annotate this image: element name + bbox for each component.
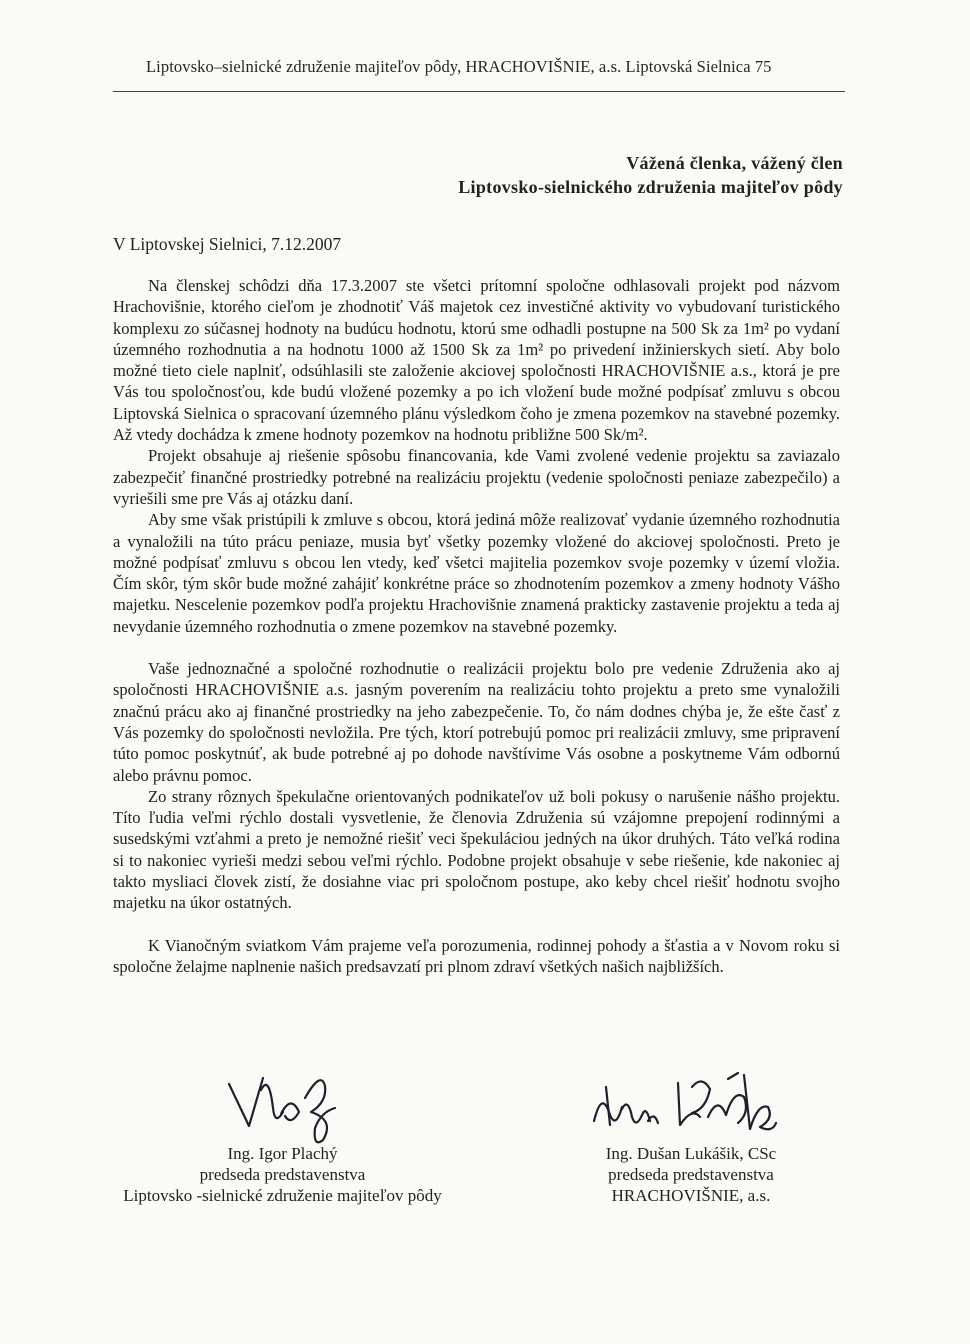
paragraph-5: Zo strany rôznych špekulačne orientovaných podnikateľov už boli pokusy o narušenie nášho projektu. Títo ľudia veľmi rýchlo dostali vysvetlenie, že členovia Združenia sú vzájomne prepojení rodinnými a susedskými vzťahmi a preto je nemožné riešiť veci špekuláciou jedných na úkor druhých. Táto veľká rodina si to nakoniec vyrieši medzi sebou veľmi rýchlo. Podobne projekt obsahuje v sebe riešenie, kde nakoniec aj takto mysliaci človek zistí, že dosiahne viac pri spoločnom postupe, ako keby chcel riešiť hodnotu svojho majetku na úkor ostatných.	[113, 786, 840, 913]
addressee-block	[458, 151, 843, 199]
signatory-name: Ing. Dušan Lukášik, CSc	[605, 1144, 777, 1163]
signatory-name: Ing. Igor Plachý	[227, 1144, 338, 1163]
paragraph-4: Vaše jednoznačné a spoločné rozhodnutie o realizácii projektu bolo pre vedenie Združenia ako aj spoločnosti HRACHOVIŠNIE a.s. jasným poverením na realizáciu tohto projektu a preto sme vynaložili značnú prácu ako aj finančné prostriedky na jeho zabezpečenie. To, čo nám dodnes chýba je, že ešte časť z Vás pozemky do spoločnosti nevložila. Pre tých, ktorí potrebujú pomoc pri realizácii zmluvy, sme pripravení túto pomoc poskytnúť, ak bude potrebné aj po dohode navštívime Vás osobne a poskytneme Vám odbornú alebo právnu pomoc.	[113, 659, 840, 785]
signatory-organization: Liptovsko -sielnické združenie majiteľov pôdy	[123, 1186, 442, 1205]
paragraph-6: K Vianočným sviatkom Vám prajeme veľa porozumenia, rodinnej pohody a šťastia a v Novom roku si spoločne želajme naplnenie našich predsavzatí pri plnom zdraví všetkých našich najbližších.	[113, 935, 840, 976]
paragraph-3: Aby sme však pristúpili k zmluve s obcou, ktorá jediná môže realizovať vydanie územného rozhodnutia a vynaložili na túto prácu peniaze, musia byť všetky pozemky vložené do akciovej spoločnosti. Preto je možné podpísať zmluvu s obcou len vtedy, keď všetci majitelia pozemkov svoje pozemky v území vložia. Čím skôr, tým skôr bude možné zahájiť konkrétne práce so zhodnotením pozemkov a zmeny hodnoty Vášho majetku. Nescelenie pozemkov podľa projektu Hrachovišnie znamená prakticky zastavenie projektu a teda aj nevydanie územného rozhodnutia o zmene pozemkov na stavebné pozemky.	[113, 510, 840, 636]
letterhead: Liptovsko–sielnické združenie majiteľov pôdy, HRACHOVIŠNIE, a.s. Liptovská Sielnica 75	[146, 57, 772, 76]
letterhead-divider	[113, 91, 845, 92]
letter-body	[113, 275, 840, 977]
signatory-role: predseda predstavenstva	[199, 1165, 366, 1184]
addressee-salutation: Vážená členka, vážený člen	[626, 153, 843, 173]
signatory-role: predseda predstavenstva	[608, 1165, 774, 1184]
signatory-right	[548, 1143, 834, 1206]
addressee-organization: Liptovsko-sielnického združenia majiteľov pôdy	[458, 177, 843, 197]
paragraph-1: Na členskej schôdzi dňa 17.3.2007 ste všetci prítomní spoločne odhlasovali projekt pod názvom Hrachovišnie, ktorého cieľom je zhodnotiť Váš majetok cez investičné aktivity vo vybudovaní turistického komplexu zo súčasnej hodnoty na budúcu hodnotu, ktorú sme odhadli postupne na 500 Sk za 1m² po vydaní územného rozhodnutia a na hodnotu 1000 až 1500 Sk za 1m² po privedení inžinierskych sietí. Aby bolo možné tieto ciele naplniť, odsúhlasili ste založenie akciovej spoločnosti HRACHOVIŠNIE a.s., ktorá je pre Vás tou spoločnosťou, kde budú vložené pozemky a po ich vložení bude možné podpísať zmluvu s obcou Liptovská Sielnica o spracovaní územného plánu výsledkom čoho je zmena pozemkov na stavebné pozemky. Až vtedy dochádza k zmene hodnoty pozemkov na hodnotu približne 500 Sk/m².	[113, 276, 840, 445]
place-and-date: V Liptovskej Sielnici, 7.12.2007	[113, 234, 342, 254]
paragraph-2: Projekt obsahuje aj riešenie spôsobu financovania, kde Vami zvolené vedenie projektu sa zaviazalo zabezpečiť finančné prostriedky potrebné na realizáciu projektu (vedenie spoločnosti peniaze zabezpečilo) a vyriešili sme pre Vás aj otázku daní.	[113, 446, 840, 508]
signature-right-image	[588, 1067, 778, 1139]
signatory-left	[110, 1143, 455, 1206]
signatory-organization: HRACHOVIŠNIE, a.s.	[611, 1186, 771, 1205]
signature-left-image	[225, 1068, 345, 1148]
